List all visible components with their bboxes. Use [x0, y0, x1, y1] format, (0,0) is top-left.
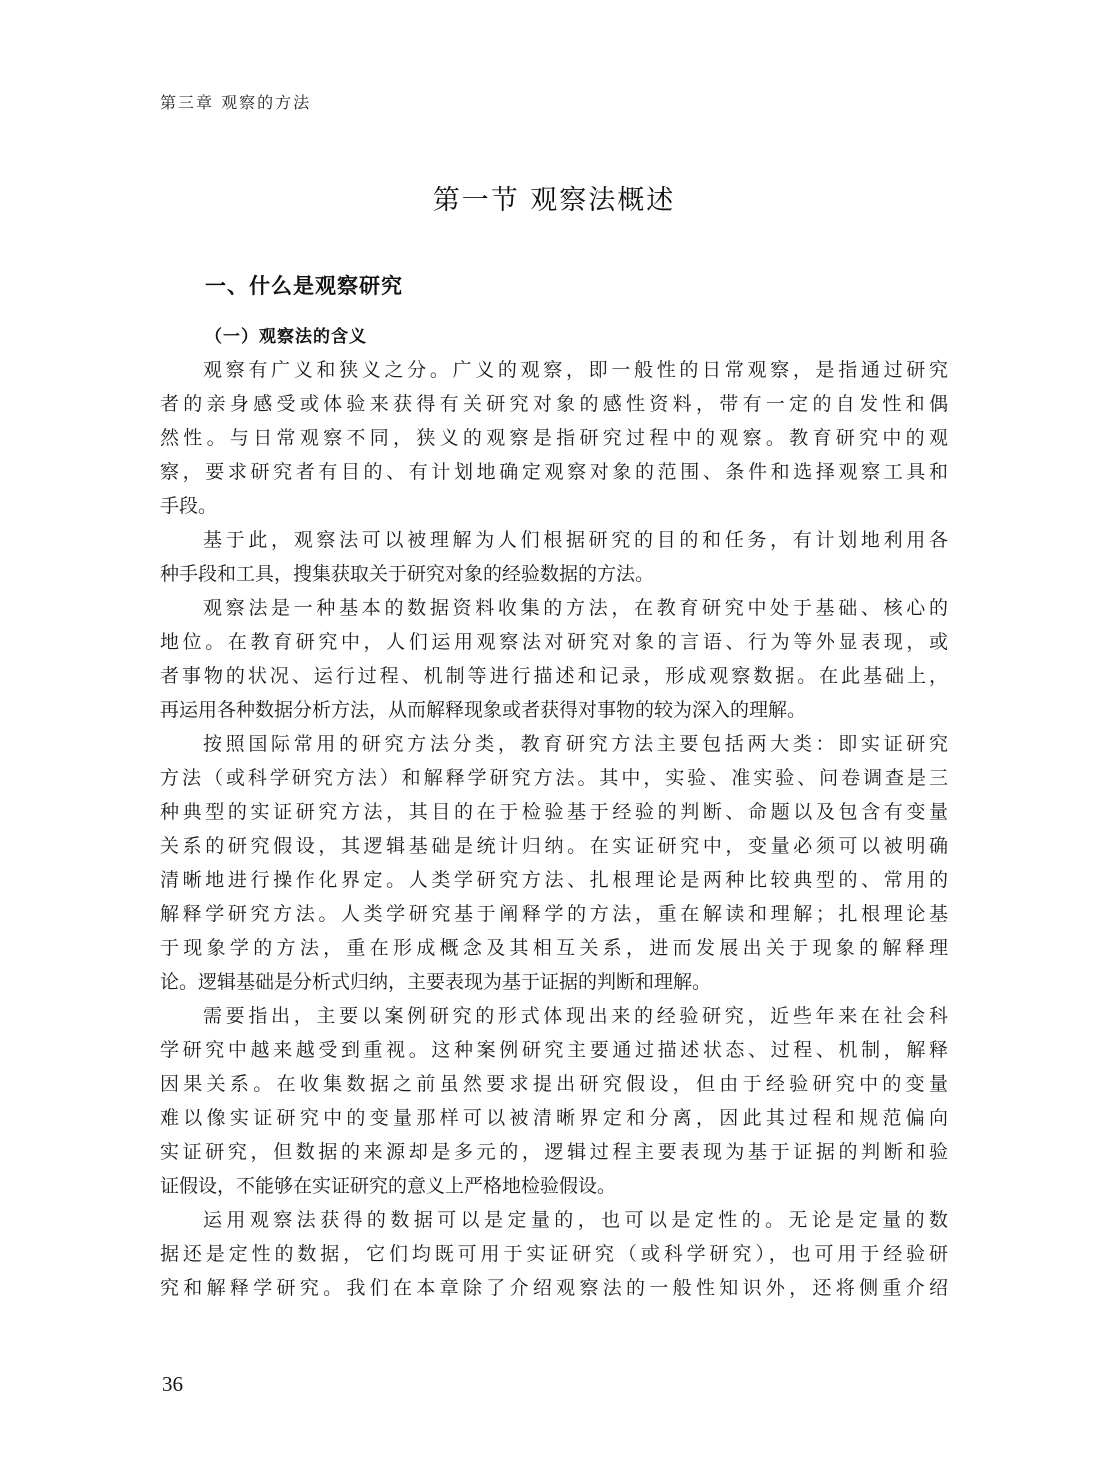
text-line: 论。逻辑基础是分析式归纳，主要表现为基于证据的判断和理解。	[160, 971, 712, 993]
paragraph-2	[160, 523, 948, 591]
text-line: 因果关系。在收集数据之前虽然要求提出研究假设，但由于经验研究中的变量	[160, 1073, 948, 1095]
paragraph-5	[160, 999, 948, 1203]
text-line: 按照国际常用的研究方法分类，教育研究方法主要包括两大类：即实证研究	[203, 733, 948, 755]
text-line: 关系的研究假设，其逻辑基础是统计归纳。在实证研究中，变量必须可以被明确	[160, 835, 948, 857]
text-line: 据还是定性的数据，它们均既可用于实证研究（或科学研究），也可用于经验研	[160, 1243, 948, 1265]
text-line: 察，要求研究者有目的、有计划地确定观察对象的范围、条件和选择观察工具和	[160, 461, 948, 483]
text-line: 运用观察法获得的数据可以是定量的，也可以是定性的。无论是定量的数	[203, 1209, 948, 1231]
text-line: 观察有广义和狭义之分。广义的观察，即一般性的日常观察，是指通过研究	[203, 359, 948, 381]
text-line: 实证研究，但数据的来源却是多元的，逻辑过程主要表现为基于证据的判断和验	[160, 1141, 948, 1163]
text-line: 地位。在教育研究中，人们运用观察法对研究对象的言语、行为等外显表现，或	[160, 631, 948, 653]
subsection-title: 一、什么是观察研究	[205, 274, 403, 298]
text-line: 究和解释学研究。我们在本章除了介绍观察法的一般性知识外，还将侧重介绍	[160, 1277, 948, 1299]
text-line: 再运用各种数据分析方法，从而解释现象或者获得对事物的较为深入的理解。	[160, 699, 807, 721]
page-number: 36	[162, 1372, 183, 1396]
section-title: 第一节 观察法概述	[432, 185, 676, 216]
paragraph-1	[160, 353, 948, 523]
text-line: 种典型的实证研究方法，其目的在于检验基于经验的判断、命题以及包含有变量	[160, 801, 948, 823]
text-line: 然性。与日常观察不同，狭义的观察是指研究过程中的观察。教育研究中的观	[160, 427, 948, 449]
text-line: 学研究中越来越受到重视。这种案例研究主要通过描述状态、过程、机制，解释	[160, 1039, 948, 1061]
paragraph-4	[160, 727, 948, 999]
text-line: 者的亲身感受或体验来获得有关研究对象的感性资料，带有一定的自发性和偶	[160, 393, 948, 415]
text-line: 难以像实证研究中的变量那样可以被清晰界定和分离，因此其过程和规范偏向	[160, 1107, 948, 1129]
text-line: 种手段和工具，搜集获取关于研究对象的经验数据的方法。	[160, 563, 655, 585]
text-line: 需要指出，主要以案例研究的形式体现出来的经验研究，近些年来在社会科	[203, 1005, 948, 1027]
text-line: 者事物的状况、运行过程、机制等进行描述和记录，形成观察数据。在此基础上，	[160, 665, 948, 687]
text-line: 手段。	[160, 495, 218, 517]
running-header: 第三章 观察的方法	[160, 93, 312, 112]
paragraph-3	[160, 591, 948, 727]
sub-subsection-title: （一）观察法的含义	[205, 327, 367, 347]
text-line: 解释学研究方法。人类学研究基于阐释学的方法，重在解读和理解；扎根理论基	[160, 903, 948, 925]
text-line: 证假设，不能够在实证研究的意义上严格地检验假设。	[160, 1175, 617, 1197]
text-line: 观察法是一种基本的数据资料收集的方法，在教育研究中处于基础、核心的	[203, 597, 948, 619]
text-line: 方法（或科学研究方法）和解释学研究方法。其中，实验、准实验、问卷调查是三	[160, 767, 948, 789]
text-line: 基于此，观察法可以被理解为人们根据研究的目的和任务，有计划地利用各	[203, 529, 948, 551]
body-text	[160, 353, 948, 1305]
paragraph-6	[160, 1203, 948, 1305]
text-line: 清晰地进行操作化界定。人类学研究方法、扎根理论是两种比较典型的、常用的	[160, 869, 948, 891]
text-line: 于现象学的方法，重在形成概念及其相互关系，进而发展出关于现象的解释理	[160, 937, 948, 959]
